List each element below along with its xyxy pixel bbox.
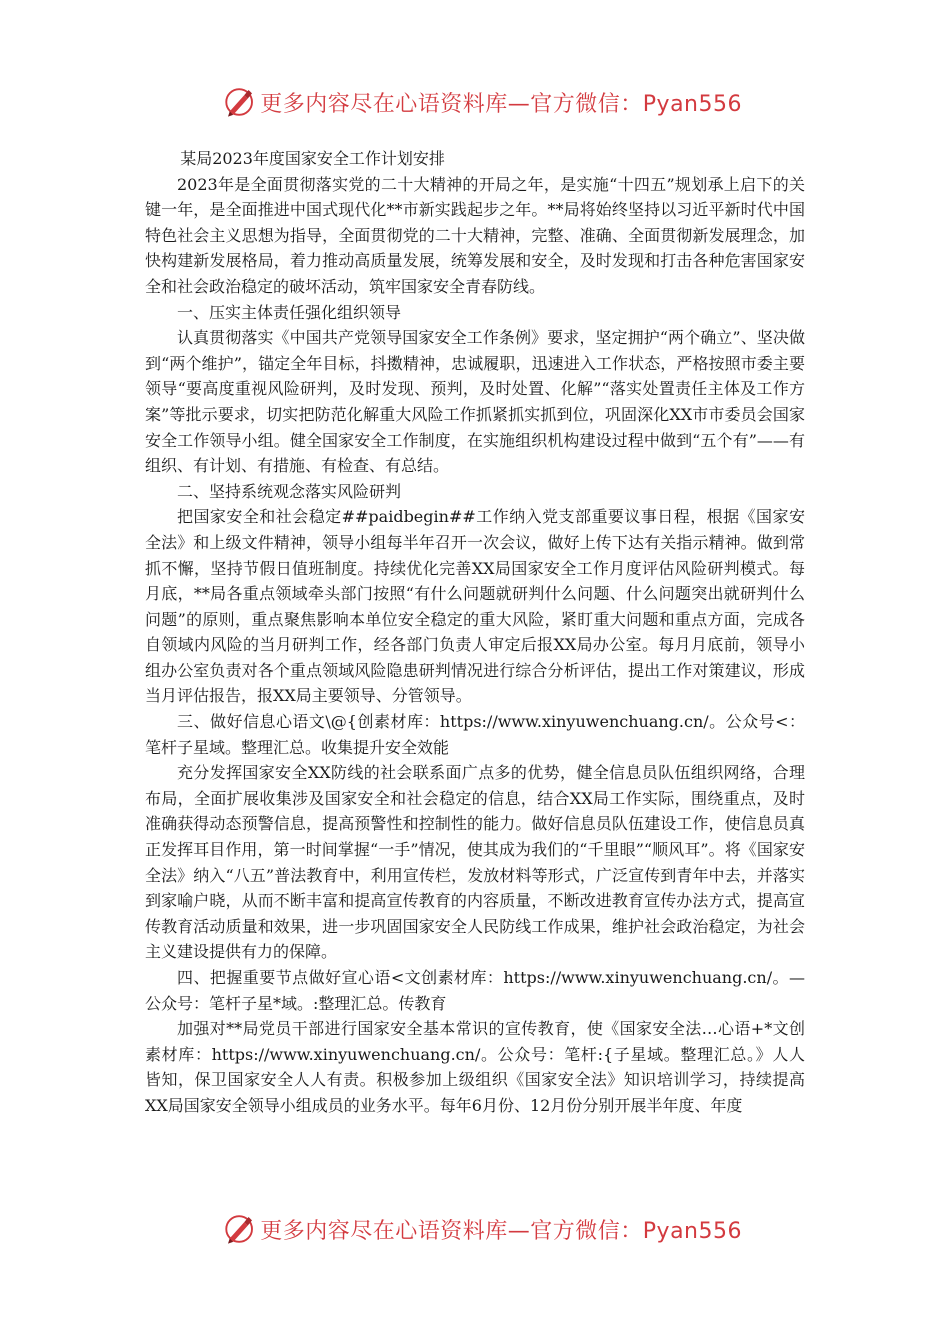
document-title: 某局2023年度国家安全工作计划安排 <box>180 149 445 168</box>
section-heading-1: 一、压实主体责任强化组织领导 <box>177 302 402 322</box>
document-body <box>145 146 805 1119</box>
pen-logo-icon <box>222 82 256 122</box>
pen-logo-icon <box>222 1209 256 1249</box>
bottom-banner[interactable] <box>222 1205 742 1253</box>
section-paragraph-2: 把国家安全和社会稳定##paidbegin##工作纳入党支部重要议事日程，根据《国家安全法》和上级文件精神，领导小组每半年召开一次会议，做好上传下达有关指示精神。做到常抓不懈，坚持节假日值班制度。持续优化完善XX局国家安全工作月度评估风险研判模式。每月底，**局各重点领域牵头部门按照“有什么问题就研判什么问题、什么问题突出就研判什么问题”的原则，重点聚焦影响本单位安全稳定的重大风险，紧盯重大问题和重点方面，完成各自领域内风险的当月研判工作，经各部门负责人审定后报XX局办公室。每月月底前，领导小组办公室负责对各个重点领域风险隐患研判情况进行综合分析评估，提出工作对策建议，形成当月评估报告，报XX局主要领导、分管领导。 <box>145 507 805 706</box>
banner-text: 更多内容尽在心语资料库—官方微信：Pyan556 <box>260 1218 742 1244</box>
section-paragraph-1: 认真贯彻落实《中国共产党领导国家安全工作条例》要求，坚定拥护“两个确立”、坚决做到“两个维护”，锚定全年目标，抖擞精神，忠诚履职，迅速进入工作状态，严格按照市委主要领导“要高度重视风险研判，及时发现、预判，及时处置、化解”“落实处置责任主体及工作方案”等批示要求，切实把防范化解重大风险工作抓紧抓实抓到位，巩固深化XX市市委员会国家安全工作领导小组。健全国家安全工作制度，在实施组织机构建设过程中做到“五个有”——有组织、有计划、有措施、有检查、有总结。 <box>145 328 805 476</box>
section-paragraph-3: 充分发挥国家安全XX防线的社会联系面广点多的优势，健全信息员队伍组织网络，合理布局，全面扩展收集涉及国家安全和社会稳定的信息，结合XX局工作实际，围绕重点，及时准确获得动态预警信息，提高预警性和控制性的能力。做好信息员队伍建设工作，使信息员真正发挥耳目作用，第一时间掌握“一手”情况，使其成为我们的“千里眼”“顺风耳”。将《国家安全法》纳入“八五”普法教育中，利用宣传栏，发放材料等形式，广泛宣传到青年中去，并落实到家喻户晓，从而不断丰富和提高宣传教育的内容质量，不断改进教育宣传办法方式，提高宣传教育活动质量和效果，进一步巩固国家安全人民防线工作成果，维护社会政治稳定，为社会主义建设提供有力的保障。 <box>145 763 805 962</box>
section-heading-4: 四、把握重要节点做好宣心语<文创素材库：https://www.xinyuwenchuang.cn/。—公众号：笔杆子星*域。:整理汇总。传教育 <box>145 968 805 1013</box>
section-heading-2: 二、坚持系统观念落实风险研判 <box>177 481 402 501</box>
intro-paragraph: 2023年是全面贯彻落实党的二十大精神的开局之年，是实施“十四五”规划承上启下的关键一年，是全面推进中国式现代化**市新实践起步之年。**局将始终坚持以习近平新时代中国特色社会主义思想为指导，全面贯彻党的二十大精神，完整、准确、全面贯彻新发展理念，加快构建新发展格局，着力推动高质量发展，统筹发展和安全，及时发现和打击各种危害国家安全和社会政治稳定的破坏活动，筑牢国家安全青春防线。 <box>145 174 805 296</box>
top-banner[interactable] <box>222 78 742 126</box>
banner-text: 更多内容尽在心语资料库—官方微信：Pyan556 <box>260 91 742 117</box>
section-heading-3: 三、做好信息心语文\@{创素材库：https://www.xinyuwenchuang.cn/。公众号<：笔杆子星域。整理汇总。收集提升安全效能 <box>145 712 805 757</box>
section-paragraph-4: 加强对**局党员干部进行国家安全基本常识的宣传教育，使《国家安全法…心语+*文创素材库：https://www.xinyuwenchuang.cn/。公众号：笔杆:{子星域。整理汇总。》人人皆知，保卫国家安全人人有责。积极参加上级组织《国家安全法》知识培训学习，持续提高XX局国家安全领导小组成员的业务水平。每年6月份、12月份分别开展半年度、年度 <box>145 1019 805 1115</box>
